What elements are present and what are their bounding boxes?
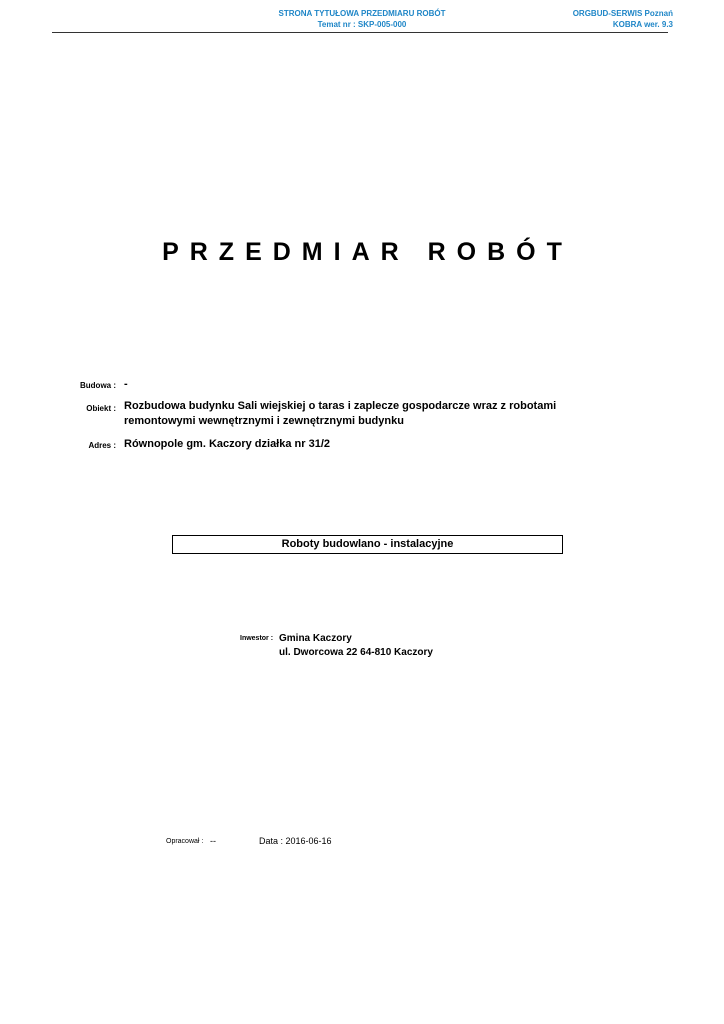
category-box: Roboty budowlano - instalacyjne [172,535,563,554]
obiekt-value: Rozbudowa budynku Sali wiejskiej o taras i zaplecze gospodarcze wraz z robotami remontowymi wewnętrznymi i zewnętrznymi budynku [124,400,557,427]
header-right [573,8,673,30]
header-subject: Temat nr : SKP-005-000 [317,20,407,29]
inwestor-name: Gmina Kaczory [279,633,352,644]
inwestor-address: ul. Dworcowa 22 64-810 Kaczory [279,647,433,658]
adres-label: Adres : [88,441,116,450]
opracowal-value: -- [210,836,216,846]
adres-value: Równopole gm. Kaczory działka nr 31/2 [124,438,330,450]
inwestor-block [279,632,433,660]
header-title: STRONA TYTUŁOWA PRZEDMIARU ROBÓT [278,9,446,18]
budowa-label: Budowa : [80,381,116,390]
header-version: KOBRA wer. 9.3 [612,20,673,29]
document-date: Data : 2016-06-16 [259,836,332,846]
header-company: ORGBUD-SERWIS Poznań [572,9,673,18]
header-divider [52,32,668,33]
inwestor-label: Inwestor : [240,635,274,642]
obiekt-label: Obiekt : [86,404,116,413]
document-title: PRZEDMIAR ROBÓT [162,238,573,266]
header-center [230,8,494,30]
opracowal-label: Opracował : [166,838,204,845]
budowa-value: - [124,378,128,390]
